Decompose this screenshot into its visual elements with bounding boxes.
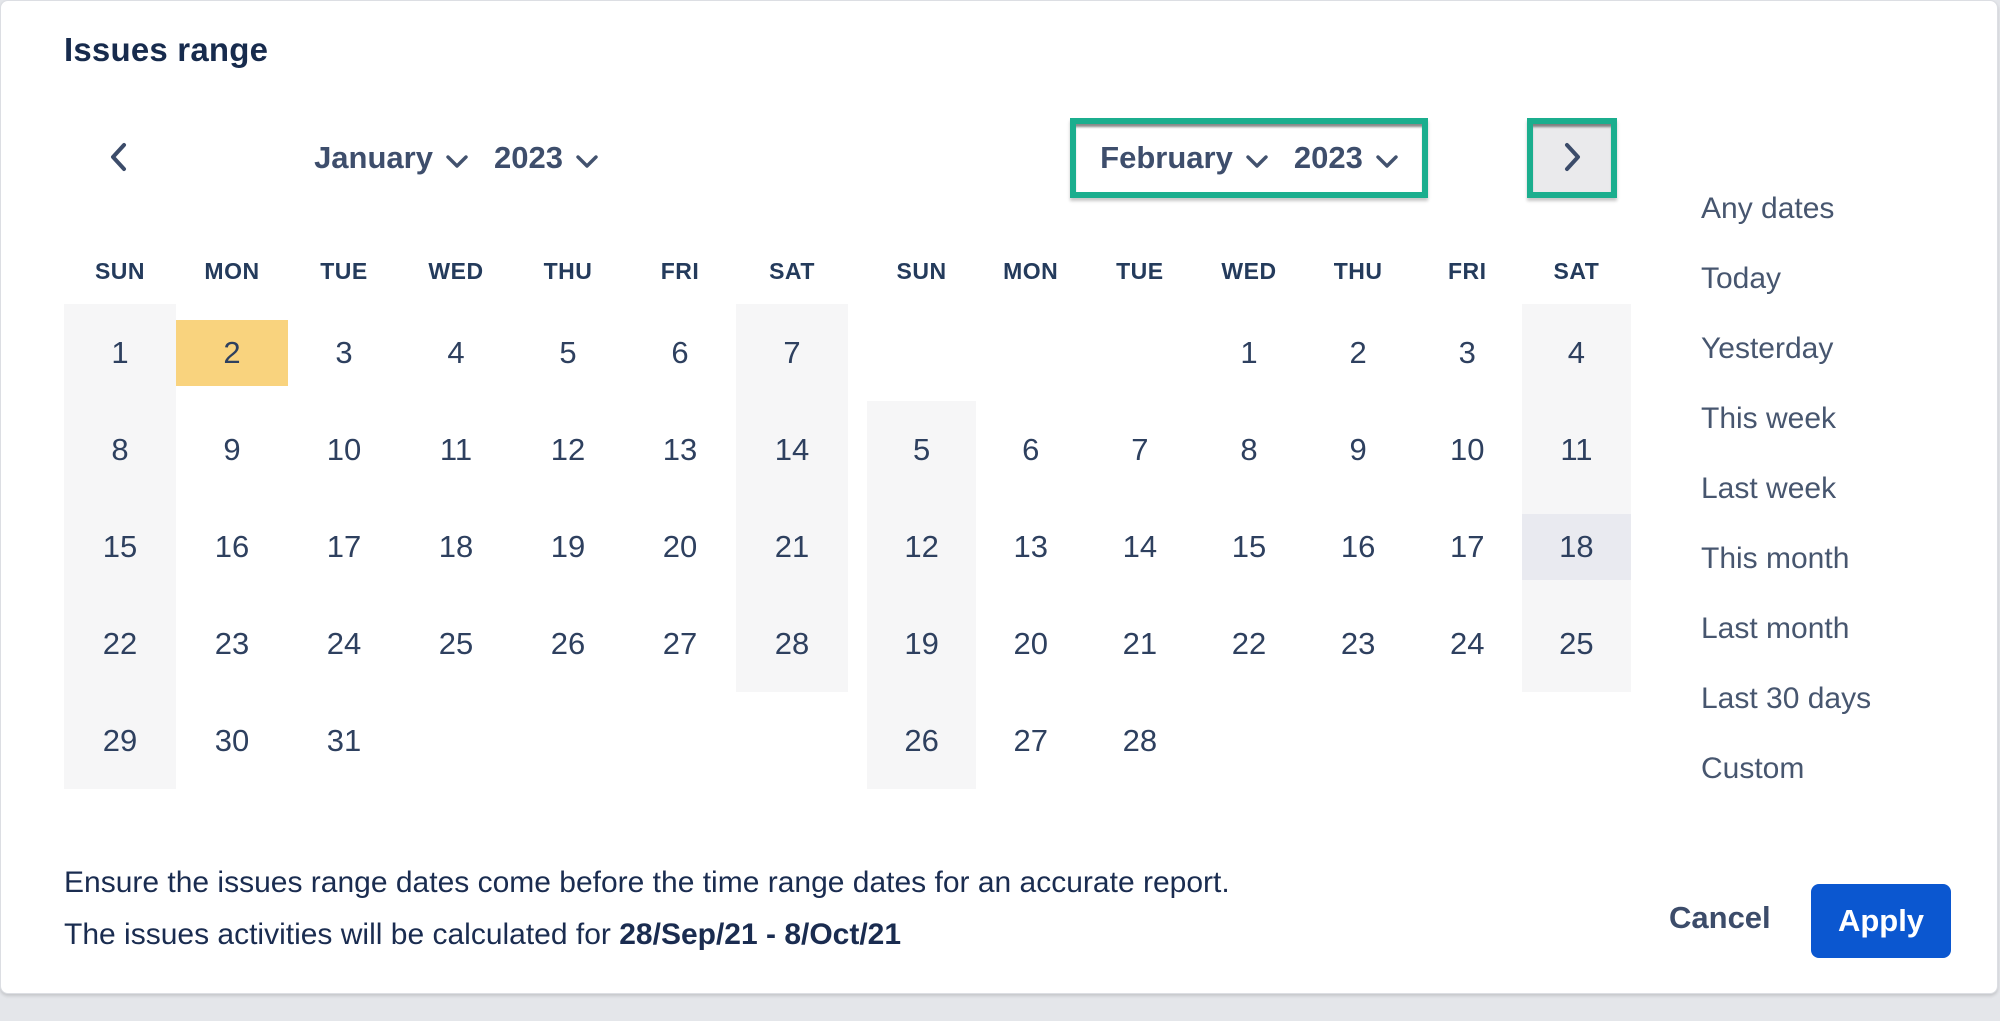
weekday-label-thu: THU: [543, 257, 593, 284]
day-cell-february-19[interactable]: 19: [867, 595, 976, 692]
day-cell-january-12[interactable]: 12: [550, 431, 586, 467]
chevron-down-icon: [446, 140, 468, 176]
day-cell-february-3[interactable]: 3: [1458, 334, 1476, 370]
weekday-label-sun: SUN: [94, 257, 146, 284]
day-cell-february-28[interactable]: 28: [1122, 722, 1158, 758]
weekday-header-row: [64, 249, 848, 293]
day-cell-february-8[interactable]: 8: [1240, 431, 1258, 467]
year-label: 2023: [1293, 140, 1363, 175]
day-cell-empty: [624, 692, 736, 789]
day-cell-february-18[interactable]: 18: [1522, 498, 1631, 595]
day-cell-empty: [867, 304, 976, 401]
day-cell-empty: [1522, 692, 1631, 789]
weekday-label-fri: FRI: [660, 257, 700, 284]
day-cell-empty: [1413, 692, 1522, 789]
cancel-button[interactable]: Cancel: [1663, 899, 1777, 937]
day-cell-february-25[interactable]: 25: [1522, 595, 1631, 692]
weekday-label-mon: MON: [204, 257, 260, 284]
day-cell-january-18[interactable]: 18: [438, 528, 474, 564]
chevron-down-icon: [576, 140, 598, 176]
weekday-label-sat: SAT: [1553, 257, 1600, 284]
preset-last-week[interactable]: Last week: [1701, 472, 1837, 505]
page-title: Issues range: [64, 31, 269, 68]
day-cell-february-26[interactable]: 26: [867, 692, 976, 789]
weekday-label-sun: SUN: [896, 257, 947, 284]
day-cell-january-13[interactable]: 13: [662, 431, 698, 467]
day-cell-february-16[interactable]: 16: [1340, 528, 1376, 564]
day-cell-january-29[interactable]: 29: [64, 692, 176, 789]
weekday-label-wed: WED: [428, 257, 484, 284]
day-cell-february-1[interactable]: 1: [1240, 334, 1258, 370]
day-cell-january-16[interactable]: 16: [214, 528, 250, 564]
day-cell-january-28[interactable]: 28: [736, 595, 848, 692]
footer-line2: The issues activities will be calculated for 28/Sep/21 - 8/Oct/21: [64, 918, 902, 951]
month-select-february[interactable]: [1100, 140, 1268, 176]
day-cell-january-3[interactable]: 3: [335, 334, 353, 370]
day-cell-february-24[interactable]: 24: [1450, 625, 1485, 661]
weekday-label-wed: WED: [1221, 257, 1277, 284]
day-cell-january-21[interactable]: 21: [736, 498, 848, 595]
day-cell-february-20[interactable]: 20: [1013, 625, 1048, 661]
day-cell-january-30[interactable]: 30: [214, 722, 250, 758]
day-cell-january-15[interactable]: 15: [64, 498, 176, 595]
day-cell-january-26[interactable]: 26: [550, 625, 586, 661]
preset-today[interactable]: Today: [1701, 262, 1782, 295]
day-cell-february-13[interactable]: 13: [1013, 528, 1048, 564]
calendar-month-january: [64, 118, 848, 789]
preset-last-30-days[interactable]: Last 30 days: [1701, 682, 1872, 715]
preset-range-list: [1701, 174, 1961, 804]
weekday-label-thu: THU: [1333, 257, 1383, 284]
day-cell-january-5[interactable]: 5: [559, 334, 577, 370]
day-cell-february-27[interactable]: 27: [1013, 722, 1048, 758]
day-cell-empty: [512, 692, 624, 789]
day-cell-february-12[interactable]: 12: [867, 498, 976, 595]
day-cell-empty: [1304, 692, 1413, 789]
preset-yesterday[interactable]: Yesterday: [1701, 332, 1834, 365]
day-cell-january-22[interactable]: 22: [64, 595, 176, 692]
month-select-january[interactable]: [314, 140, 468, 176]
day-cell-february-4[interactable]: 4: [1522, 304, 1631, 401]
footer-note: [64, 857, 1230, 961]
year-select-february[interactable]: [1294, 140, 1398, 176]
day-cell-empty: [736, 692, 848, 789]
preset-any-dates[interactable]: Any dates: [1701, 192, 1835, 225]
day-cell-february-23[interactable]: 23: [1340, 625, 1376, 661]
calculated-date-range: 28/Sep/21 - 8/Oct/21: [619, 918, 902, 951]
day-cell-empty: [1085, 304, 1194, 401]
day-cell-february-17[interactable]: 17: [1450, 528, 1485, 564]
month-label: February: [1100, 140, 1233, 175]
preset-this-month[interactable]: This month: [1701, 542, 1850, 575]
weekday-label-fri: FRI: [1447, 257, 1487, 284]
day-cell-february-21[interactable]: 21: [1122, 625, 1158, 661]
day-cell-january-27[interactable]: 27: [662, 625, 698, 661]
chevron-down-icon: [1246, 140, 1268, 176]
day-cell-january-1[interactable]: 1: [64, 304, 176, 401]
day-cell-january-14[interactable]: 14: [736, 401, 848, 498]
day-cell-january-31[interactable]: 31: [326, 722, 362, 758]
day-cell-empty: [400, 692, 512, 789]
annotation-highlight-next-month: [1527, 118, 1617, 198]
day-cell-february-14[interactable]: 14: [1122, 528, 1158, 564]
day-cell-january-17[interactable]: 17: [326, 528, 362, 564]
day-cell-february-6[interactable]: 6: [1022, 431, 1040, 467]
day-cell-january-24[interactable]: 24: [326, 625, 362, 661]
day-cell-february-7[interactable]: 7: [1131, 431, 1149, 467]
chevron-right-icon: [1557, 140, 1587, 177]
day-cell-february-15[interactable]: 15: [1231, 528, 1267, 564]
day-cell-january-4[interactable]: 4: [447, 334, 465, 370]
chevron-down-icon: [1376, 140, 1398, 176]
weekday-header-row: [867, 249, 1631, 293]
footer-line1: Ensure the issues range dates come before the time range dates for an accurate report.: [64, 866, 1230, 899]
day-cell-january-23[interactable]: 23: [214, 625, 250, 661]
apply-button[interactable]: Apply: [1811, 884, 1951, 958]
january-day-grid: [64, 304, 848, 789]
prev-month-button[interactable]: [93, 132, 145, 184]
day-cell-january-19[interactable]: 19: [550, 528, 586, 564]
year-label: 2023: [493, 140, 563, 175]
day-cell-january-20[interactable]: 20: [662, 528, 698, 564]
month-label: January: [314, 140, 433, 175]
day-cell-january-8[interactable]: 8: [64, 401, 176, 498]
day-cell-february-2[interactable]: 2: [1349, 334, 1367, 370]
day-cell-january-10[interactable]: 10: [326, 431, 362, 467]
year-select-january[interactable]: [494, 140, 598, 176]
weekday-label-mon: MON: [1003, 257, 1059, 284]
february-header: [867, 118, 1631, 198]
day-cell-january-11[interactable]: 11: [439, 431, 473, 467]
preset-custom[interactable]: Custom: [1701, 752, 1805, 785]
annotation-highlight-month-selector: [1070, 118, 1428, 198]
weekday-label-tue: TUE: [1116, 257, 1164, 284]
february-day-grid: [867, 304, 1631, 789]
day-cell-january-6[interactable]: 6: [671, 334, 689, 370]
next-month-button[interactable]: [1546, 132, 1598, 184]
preset-this-week[interactable]: This week: [1701, 402, 1837, 435]
day-cell-january-25[interactable]: 25: [438, 625, 474, 661]
day-cell-january-9[interactable]: 9: [223, 431, 241, 467]
preset-last-month[interactable]: Last month: [1701, 612, 1850, 645]
day-cell-february-22[interactable]: 22: [1231, 625, 1267, 661]
day-cell-february-10[interactable]: 10: [1450, 431, 1485, 467]
chevron-left-icon: [104, 140, 134, 177]
day-cell-february-11[interactable]: 11: [1522, 401, 1631, 498]
day-cell-february-9[interactable]: 9: [1349, 431, 1367, 467]
weekday-label-sat: SAT: [769, 257, 815, 284]
day-cell-february-5[interactable]: 5: [867, 401, 976, 498]
day-cell-january-7[interactable]: 7: [736, 304, 848, 401]
january-header: [64, 118, 848, 198]
calendar-month-february: [867, 118, 1631, 789]
day-cell-january-2[interactable]: 2: [176, 304, 288, 401]
day-cell-empty: [1194, 692, 1303, 789]
day-cell-empty: [976, 304, 1085, 401]
weekday-label-tue: TUE: [320, 257, 368, 284]
